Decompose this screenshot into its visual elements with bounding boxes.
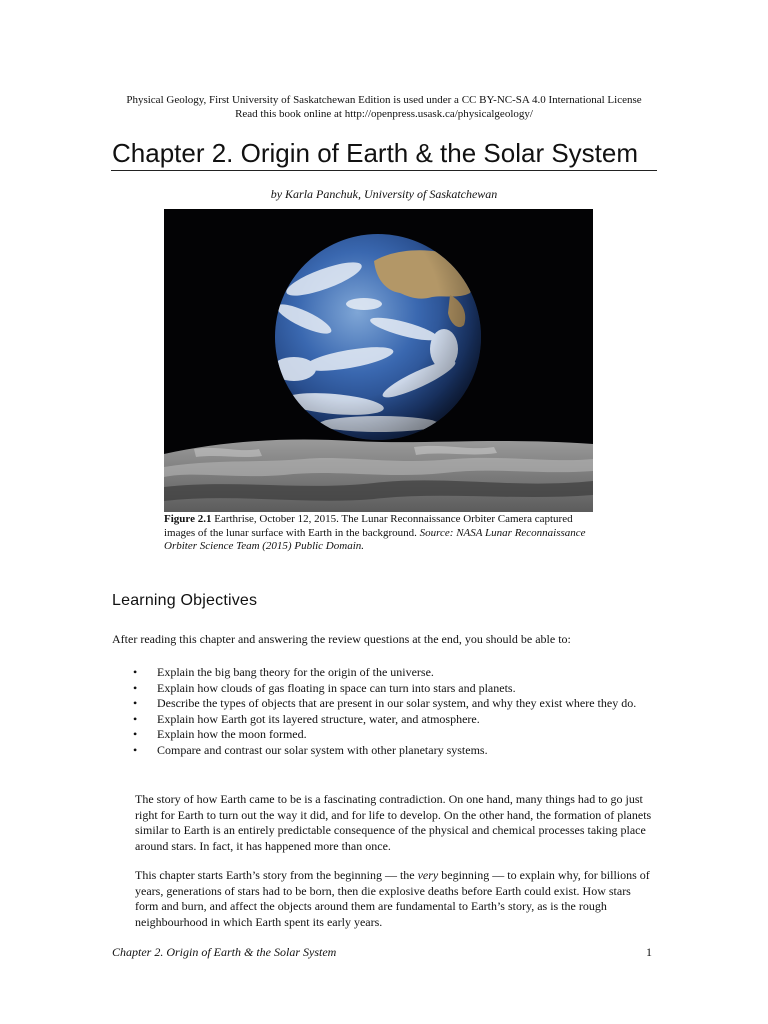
- book-url-line[interactable]: Read this book online at http://openpress.usask.ca/physicalgeology/: [235, 108, 533, 120]
- figure-source: Source: NASA Lunar Reconnaissance Orbiter Science Team (2015) Public Domain.: [164, 526, 586, 552]
- title-divider: [111, 170, 657, 171]
- objective-item: • Explain how clouds of gas floating in space can turn into stars and planets.: [130, 681, 650, 697]
- figure-caption: [164, 513, 596, 554]
- body-paragraph-1: The story of how Earth came to be is a fascinating contradiction. On one hand, many things had to go just right for Earth to turn out the way it did, and for life to develop. On the other hand, the formation of planets similar to Earth is an entirely predictable consequence of the physical and chemical processes taking place around stars. In fact, it has happened more than once.: [135, 792, 652, 853]
- page-number: 1: [646, 945, 652, 959]
- section-heading: Learning Objectives: [112, 592, 258, 609]
- objective-item: • Explain the big bang theory for the origin of the universe.: [130, 665, 650, 681]
- objective-item: • Describe the types of objects that are present in our solar system, and why they exist where they do.: [130, 696, 650, 712]
- footer-chapter-title: Chapter 2. Origin of Earth & the Solar System: [112, 945, 337, 959]
- license-line: Physical Geology, First University of Saskatchewan Edition is used under a CC BY-NC-SA 4.0 International License: [126, 94, 642, 106]
- chapter-title: Chapter 2. Origin of Earth & the Solar System: [112, 138, 639, 168]
- paragraph-text: This chapter starts Earth’s story from the beginning — the: [135, 868, 418, 882]
- figure-caption-text: Earthrise, October 12, 2015. The Lunar Reconnaissance Orbiter Camera captured images of the lunar surface with Earth in the background.: [164, 513, 573, 539]
- earthrise-photo: [164, 209, 593, 512]
- author-byline: by Karla Panchuk, University of Saskatchewan: [270, 187, 498, 201]
- paragraph-text: beginning — to explain why, for billions of years, generations of stars had to be born, then die explosive deaths before Earth could exist. How stars form and burn, and affect the objects around them are fundamental to Earth’s story, as is the rough neighbourhood in which Earth spent its early years.: [135, 868, 650, 929]
- license-notice: [0, 93, 768, 121]
- emphasis-text: very: [417, 868, 439, 882]
- earthrise-illustration: [164, 209, 593, 512]
- objective-item: • Explain how the moon formed.: [130, 727, 650, 743]
- objective-item: • Compare and contrast our solar system with other planetary systems.: [130, 743, 650, 759]
- intro-paragraph: After reading this chapter and answering the review questions at the end, you should be able to:: [112, 632, 571, 646]
- learning-objectives-list: [130, 665, 650, 758]
- lunar-surface: [164, 440, 593, 512]
- body-paragraph-2: [135, 868, 655, 930]
- figure-label: Figure 2.1: [164, 513, 212, 525]
- objective-item: • Explain how Earth got its layered structure, water, and atmosphere.: [130, 712, 650, 728]
